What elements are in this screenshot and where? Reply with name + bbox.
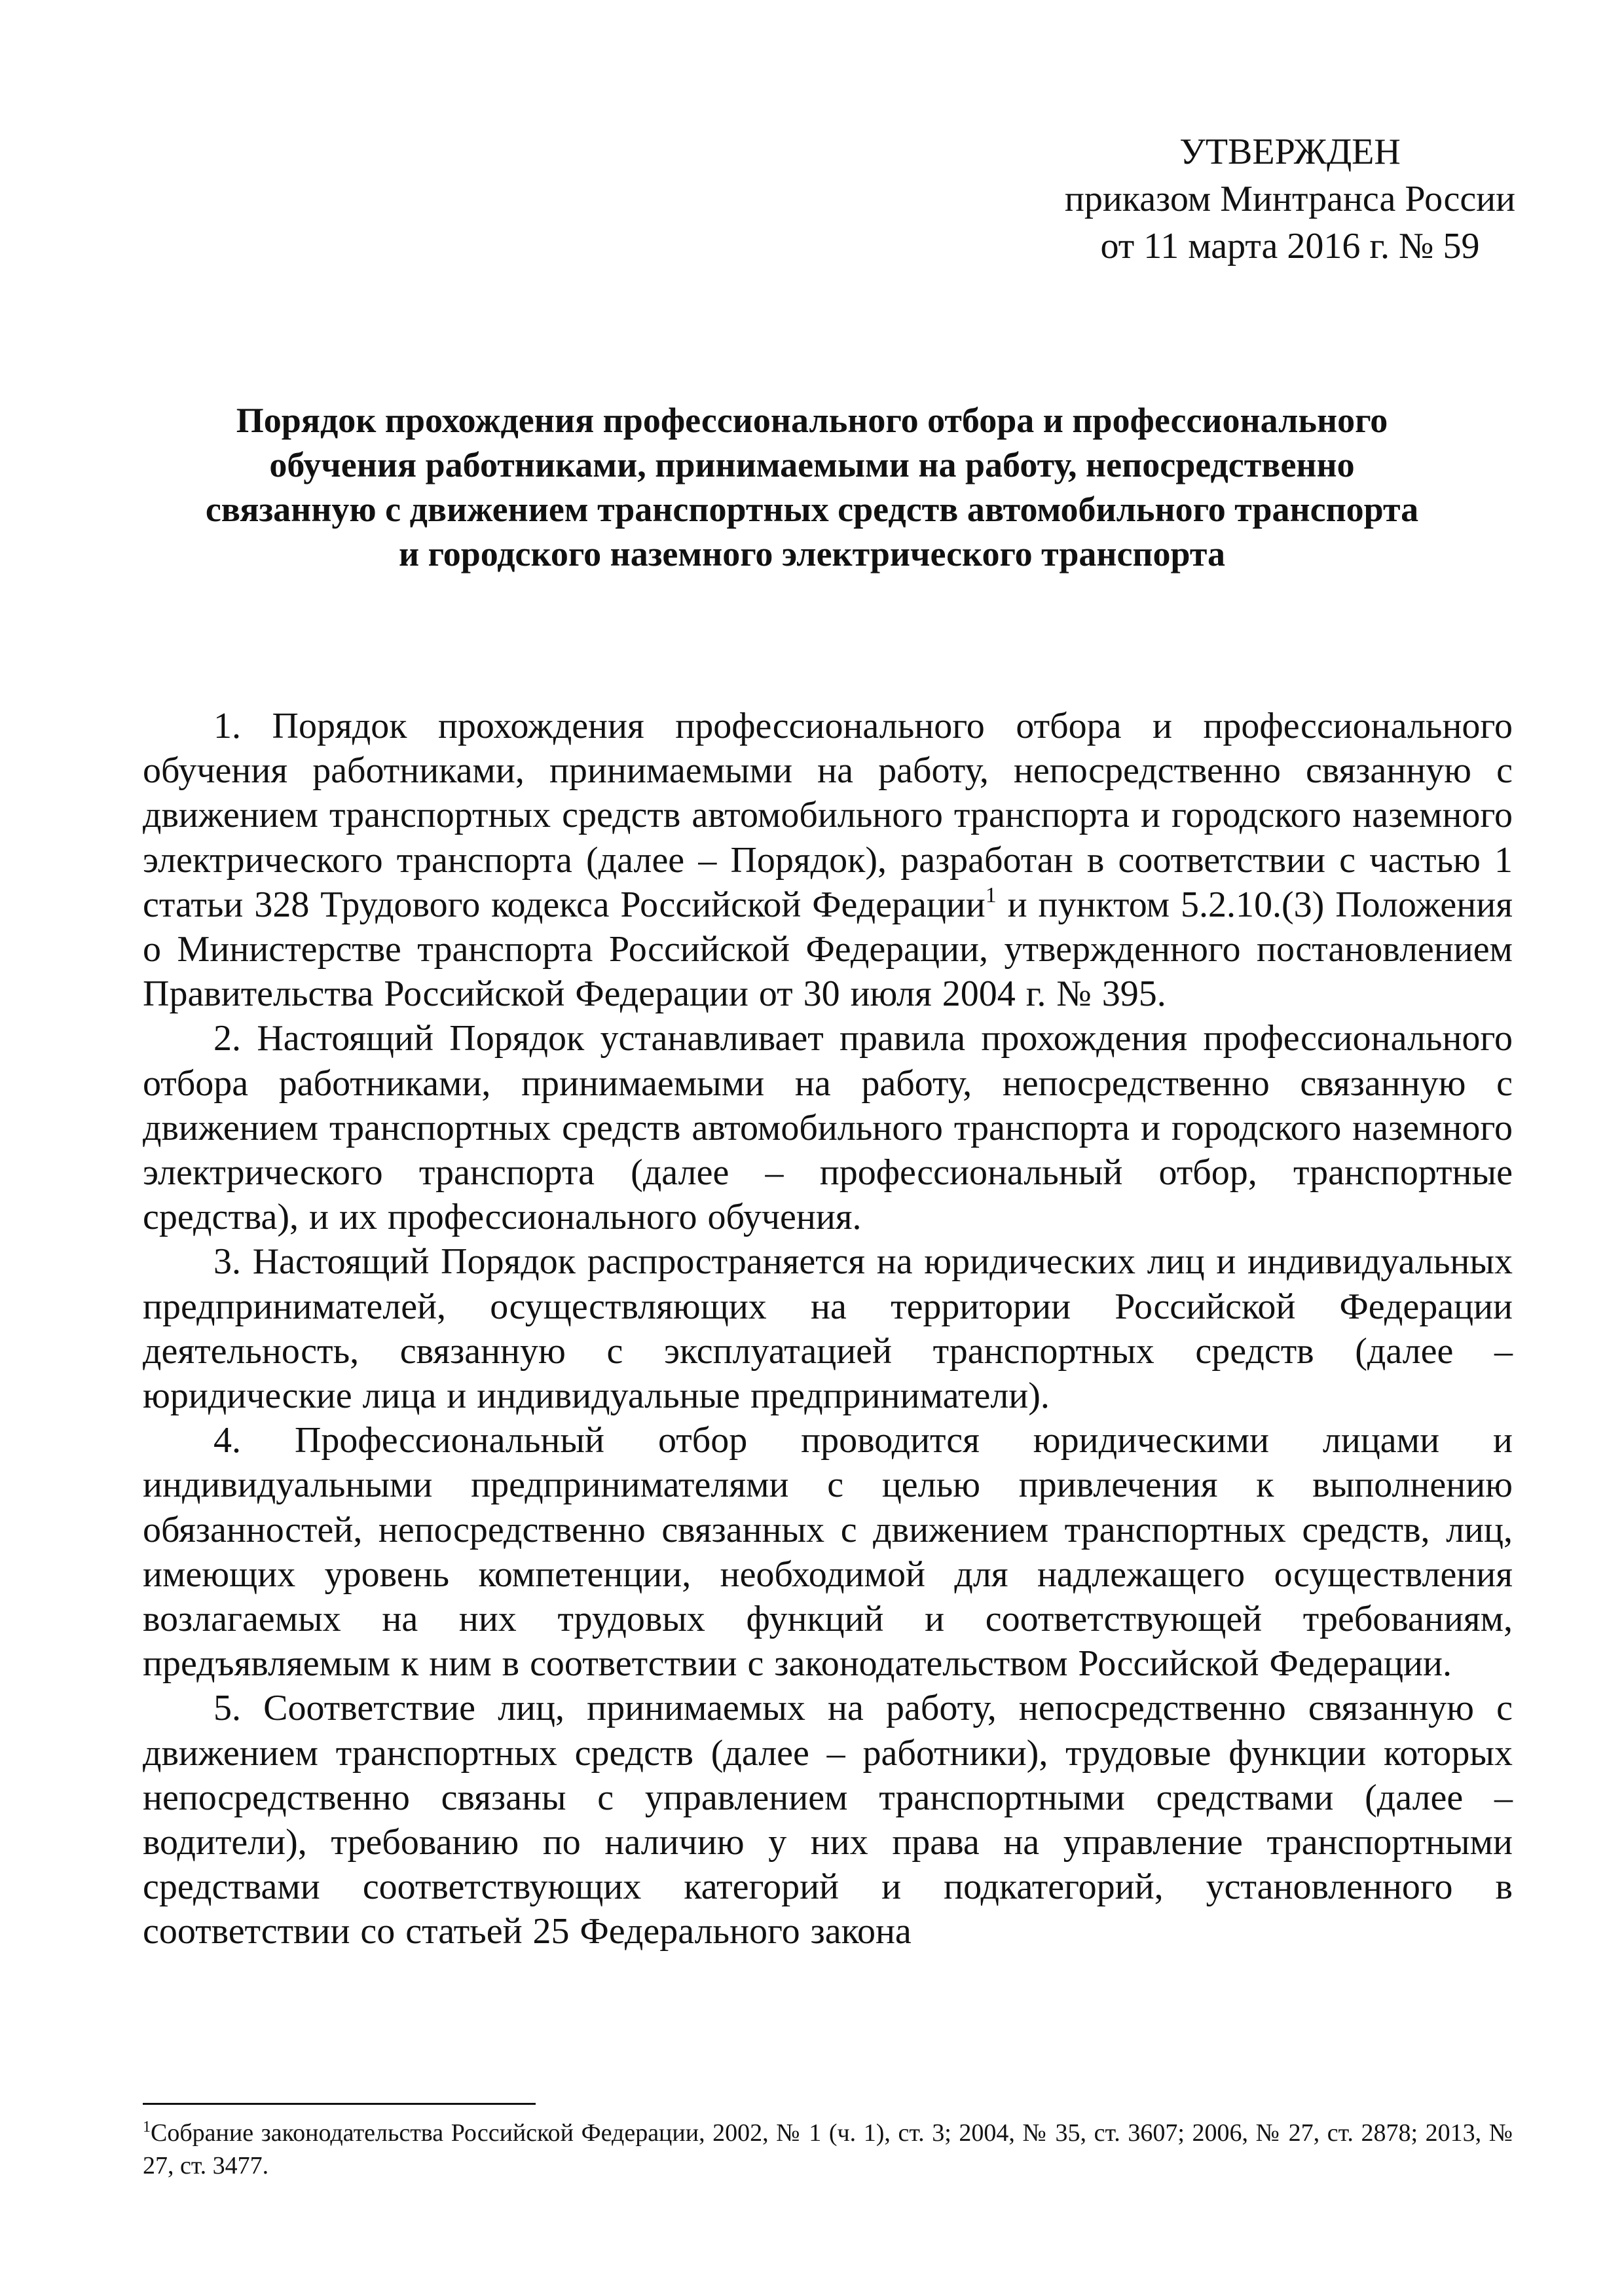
document-body [143, 704, 1513, 1954]
paragraph-1-text: 1. Порядок прохождения профессионального отбора и профессионального обучения работниками, принимаемыми на работу, непосредственно связанную с движением транспортных средств автомобильного транспорта и городского наземного электрического транспорта (далее – Порядок), разработан в соответствии с частью 1 статьи 328 Трудового кодекса Российской Федерации [143, 706, 1513, 925]
approval-date-line: от 11 марта 2016 г. № 59 [1100, 226, 1480, 266]
footnote-separator [143, 2103, 536, 2105]
paragraph-1-text-continued: и пунктом 5.2.10.(3) Положения о Министерстве транспорта Российской Федерации, утвержденного постановлением Правительства Российской Федерации от 30 июля 2004 г. № 395. [143, 884, 1513, 1015]
approval-heading: УТВЕРЖДЕН [1179, 132, 1401, 172]
footnote [143, 2117, 1513, 2182]
paragraph-3: 3. Настоящий Порядок распространяется на юридических лиц и индивидуальных предпринимателей, осуществляющих на территории Российской Федерации деятельность, связанную с эксплуатацией транспортных средств (далее – юридические лица и индивидуальные предприниматели). [143, 1241, 1513, 1417]
title-line: обучения работниками, принимаемыми на работу, непосредственно [269, 445, 1355, 484]
title-line: связанную с движением транспортных средств автомобильного транспорта [205, 490, 1419, 529]
paragraph-5: 5. Соответствие лиц, принимаемых на работу, непосредственно связанную с движением транспортных средств (далее – работники), трудовые функции которых непосредственно связаны с управлением транспортными средствами (далее – водители), требованию по наличию у них права на управление транспортными средствами соответствующих категорий и подкатегорий, установленного в соответствии со статьей 25 Федерального закона [143, 1688, 1513, 1952]
title-line: и городского наземного электрического транспорта [398, 534, 1226, 574]
footnote-reference: 1 [985, 883, 997, 907]
title-line: Порядок прохождения профессионального отбора и профессионального [236, 401, 1388, 440]
footnote-text: Собрание законодательства Российской Федерации, 2002, № 1 (ч. 1), ст. 3; 2004, № 35, ст. 3607; 2006, № 27, ст. 2878; 2013, № 27, ст. 3477. [143, 2119, 1513, 2179]
footnote-mark: 1 [143, 2119, 151, 2136]
approval-order-line: приказом Минтранса России [1064, 179, 1516, 219]
approval-stamp-block [1022, 128, 1559, 270]
paragraph-4: 4. Профессиональный отбор проводится юридическими лицами и индивидуальными предпринимателями с целью привлечения к выполнению обязанностей, непосредственно связанных с движением транспортных средств, лиц, имеющих уровень компетенции, необходимой для надлежащего осуществления возлагаемых на них трудовых функций и соответствующей требованиям, предъявляемым к ним в соответствии с законодательством Российской Федерации. [143, 1420, 1513, 1685]
document-title [131, 398, 1493, 576]
paragraph-1 [143, 704, 1513, 1016]
paragraph-2: 2. Настоящий Порядок устанавливает правила прохождения профессионального отбора работниками, принимаемыми на работу, непосредственно связанную с движением транспортных средств автомобильного транспорта и городского наземного электрического транспорта (далее – профессиональный отбор, транспортные средства), и их профессионального обучения. [143, 1018, 1513, 1238]
